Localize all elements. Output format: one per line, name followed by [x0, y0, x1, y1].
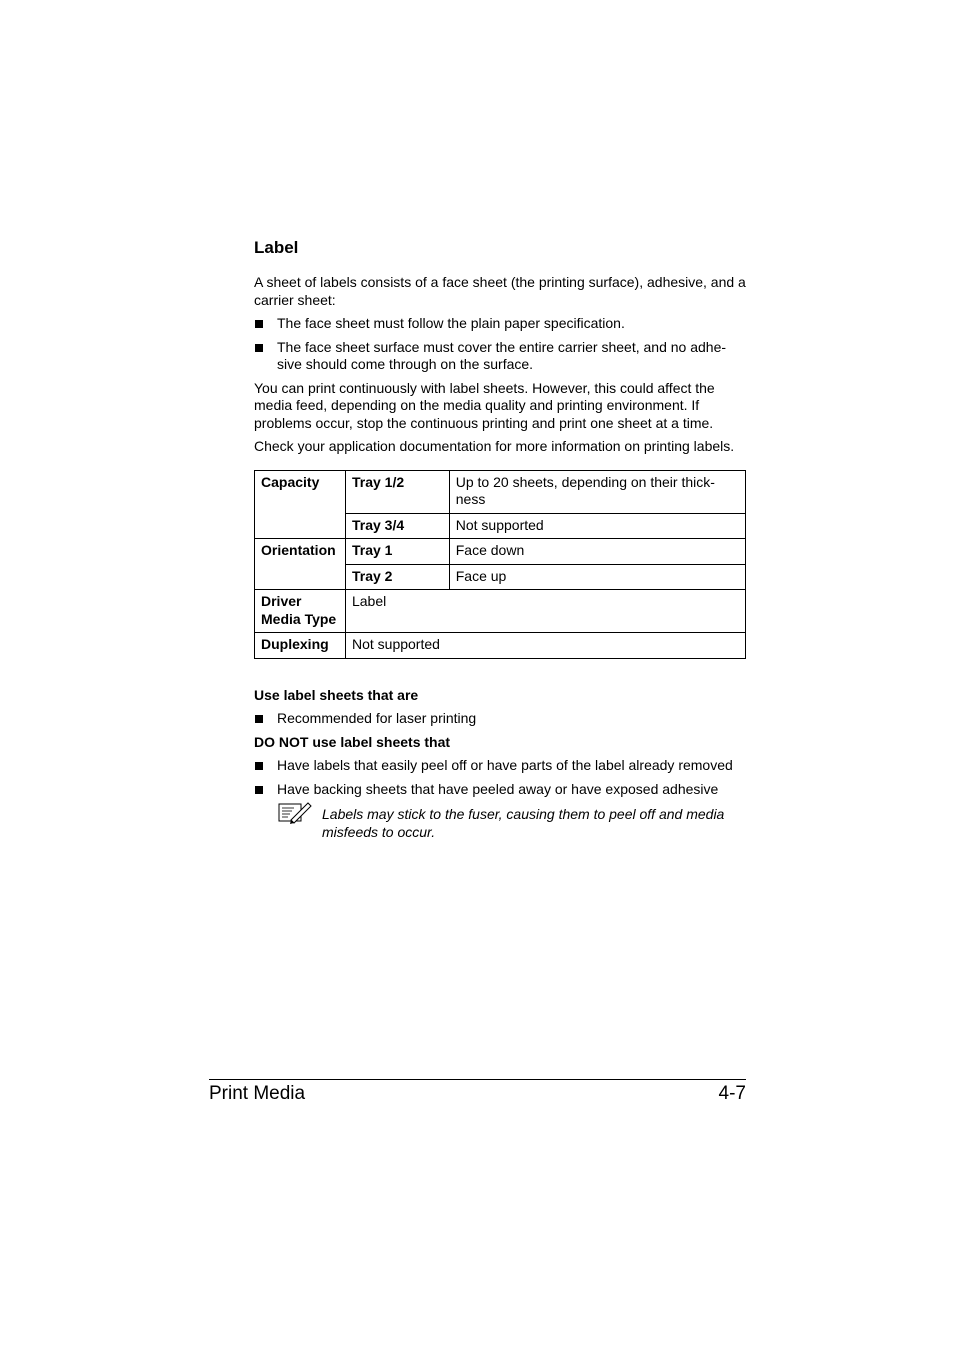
table-cell: Driver Media Type: [255, 590, 346, 633]
table-cell: Tray 3/4: [345, 513, 449, 539]
table-cell: Tray 1/2: [345, 470, 449, 513]
continuous-print-paragraph: You can print continuously with label sheets. However, this could affect the media feed, depending on the media quality and printing environment. If problems occur, stop the continuous printing and print one sheet at a time.: [254, 379, 715, 431]
note-block: [254, 806, 746, 841]
list-item: Have labels that easily peel off or have parts of the label already removed: [254, 757, 746, 775]
documentation-paragraph: Check your application documentation for more information on printing labels.: [254, 438, 735, 454]
list-item: The face sheet surface must cover the entire carrier sheet, and no adhe- sive should come through on the surface.: [254, 339, 746, 374]
table-cell: Label: [345, 590, 745, 633]
section-title: Label: [254, 238, 299, 257]
page-content: [254, 238, 746, 841]
table-row: [255, 590, 746, 633]
dont-list: [254, 757, 746, 798]
square-bullet-icon: [255, 786, 263, 794]
footer-chapter-title: Print Media: [209, 1083, 306, 1104]
table-cell: Not supported: [345, 633, 745, 659]
dont-heading: DO NOT use label sheets that: [254, 733, 451, 750]
table-cell: Tray 1: [345, 539, 449, 565]
list-item: Recommended for laser printing: [254, 710, 746, 728]
use-heading: Use label sheets that are: [254, 686, 419, 703]
face-sheet-list: [254, 315, 746, 374]
table-row: [255, 470, 746, 513]
table-cell: Up to 20 sheets, depending on their thick- ness: [449, 470, 745, 513]
table-cell: Capacity: [255, 470, 346, 539]
square-bullet-icon: [255, 715, 263, 723]
table-cell: Not supported: [449, 513, 745, 539]
table-cell: Face down: [449, 539, 745, 565]
use-list: [254, 710, 746, 728]
table-cell: Face up: [449, 564, 745, 590]
square-bullet-icon: [255, 344, 263, 352]
table-row: [255, 539, 746, 565]
label-spec-table: [254, 470, 746, 659]
square-bullet-icon: [255, 320, 263, 328]
list-item: The face sheet must follow the plain paper specification.: [254, 315, 746, 333]
table-row: [255, 633, 746, 659]
table-cell: Tray 2: [345, 564, 449, 590]
table-cell: Orientation: [255, 539, 346, 590]
page-number: 4-7: [718, 1083, 746, 1104]
square-bullet-icon: [255, 762, 263, 770]
list-item: Have backing sheets that have peeled away or have exposed adhesive: [254, 781, 746, 799]
footer-divider: [209, 1079, 746, 1080]
intro-paragraph: A sheet of labels consists of a face sheet (the printing surface), adhesive, and a carrier sheet:: [254, 274, 746, 308]
note-pencil-icon: [278, 800, 312, 826]
table-cell: Duplexing: [255, 633, 346, 659]
note-text: Labels may stick to the fuser, causing them to peel off and media misfeeds to occur.: [322, 806, 725, 840]
